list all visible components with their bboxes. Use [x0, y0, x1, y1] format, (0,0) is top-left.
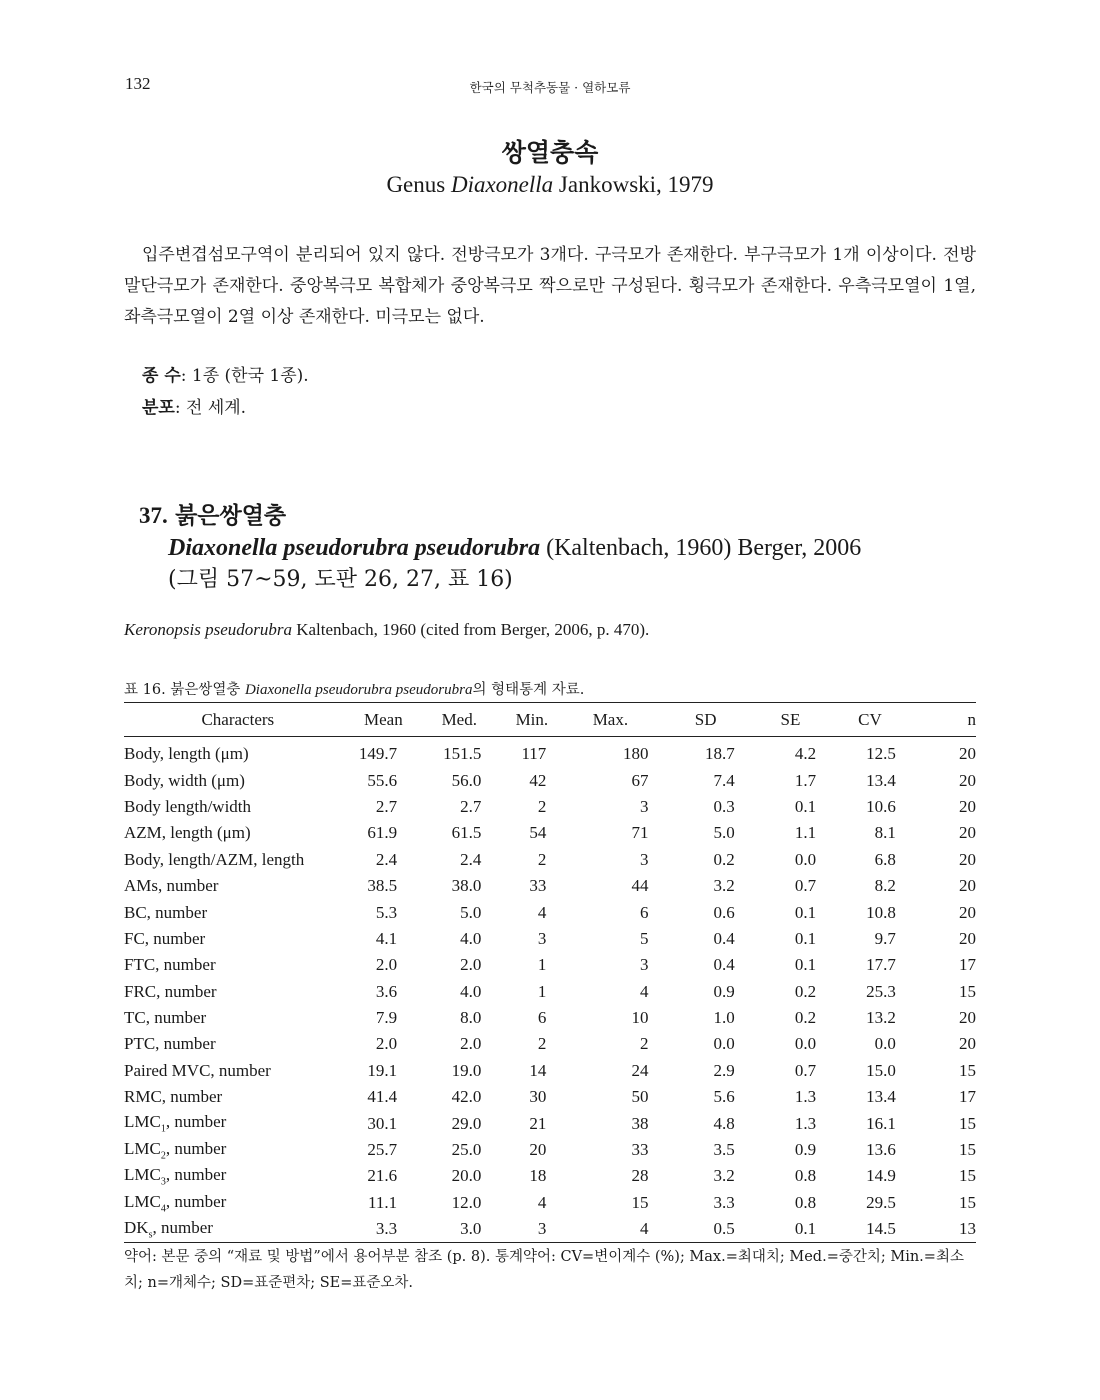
table-row [124, 794, 976, 820]
cell-mean: 55.6 [367, 770, 398, 790]
cell-max: 3 [640, 849, 649, 869]
cell-se: 1.1 [794, 823, 817, 843]
cell-max: 3 [640, 796, 649, 816]
cell-se: 0.1 [794, 955, 817, 975]
header-median: Med. [441, 709, 477, 729]
genus-authority: Jankowski, 1979 [558, 172, 714, 197]
species-heading [139, 500, 861, 596]
table-row [124, 1084, 976, 1110]
character-subscript: 4 [160, 1203, 166, 1215]
cell-cv: 14.5 [866, 1219, 896, 1239]
header-n: n [967, 709, 976, 729]
cell-max: 33 [631, 1140, 649, 1160]
table-row [124, 1190, 976, 1216]
character-label: LMC [124, 1191, 161, 1211]
character-name [124, 899, 352, 925]
character-label-suffix: , number [165, 1138, 227, 1158]
cell-se: 0.1 [794, 796, 817, 816]
cell-mean: 3.3 [375, 1219, 398, 1239]
cell-cv: 17.7 [866, 955, 896, 975]
cell-sd: 2.9 [713, 1060, 735, 1080]
cell-mean: 38.5 [367, 876, 398, 896]
table-row [124, 1137, 976, 1163]
character-name [124, 737, 352, 768]
cell-sd: 7.4 [713, 770, 735, 790]
cell-n: 13 [959, 1219, 976, 1239]
cell-sd: 5.0 [713, 823, 735, 843]
cell-max: 3 [640, 955, 649, 975]
header-se: SE [780, 709, 801, 729]
character-label: TC, number [124, 1008, 207, 1028]
cell-cv: 29.5 [866, 1192, 896, 1212]
cell-mean: 21.6 [367, 1166, 398, 1186]
cell-sd: 0.9 [713, 981, 735, 1001]
character-label: DK [124, 1218, 149, 1238]
table-row [124, 1058, 976, 1084]
character-label: FTC, number [124, 955, 216, 975]
character-label: Body length/width [124, 796, 252, 816]
cell-n: 20 [959, 770, 976, 790]
cell-sd: 0.2 [713, 849, 735, 869]
cell-n: 15 [959, 1140, 976, 1160]
cell-cv: 16.1 [866, 1113, 896, 1133]
genus-title-latin [0, 172, 1100, 198]
species-name-latin: Diaxonella pseudorubra pseudorubra [168, 535, 541, 561]
table-row [124, 737, 976, 768]
table-row [124, 820, 976, 846]
table-row [124, 847, 976, 873]
synonym-line [124, 620, 649, 640]
cell-n: 15 [959, 1060, 976, 1080]
cell-se: 0.1 [794, 1219, 817, 1239]
species-figures: (그림 57~59, 도판 26, 27, 표 16) [168, 567, 513, 592]
genus-title-korean: 쌍열충속 [501, 138, 599, 167]
cell-max: 5 [640, 928, 649, 948]
character-name [124, 1163, 352, 1189]
character-name [124, 873, 352, 899]
cell-max: 180 [623, 744, 649, 764]
cell-median: 151.5 [443, 744, 482, 764]
cell-min: 2 [537, 1034, 547, 1054]
cell-min: 30 [529, 1087, 547, 1107]
species-name-korean: 붉은쌍열충 [175, 502, 287, 529]
character-label: Body, length/AZM, length [124, 849, 305, 869]
synonym-citation: Kaltenbach, 1960 (cited from Berger, 2006, p. 470). [296, 620, 650, 639]
cell-min: 6 [537, 1008, 547, 1028]
distribution-line: 분포: 전 세계. [142, 398, 247, 418]
cell-se: 0.1 [794, 928, 817, 948]
species-number: 37. [139, 503, 168, 528]
cell-cv: 8.2 [874, 876, 896, 896]
header-max: Max. [592, 709, 629, 729]
cell-median: 20.0 [451, 1166, 482, 1186]
character-label-suffix: , number [165, 1191, 227, 1211]
cell-median: 2.0 [460, 955, 482, 975]
cell-n: 20 [959, 928, 976, 948]
character-label: BC, number [124, 902, 208, 922]
caption-latin: Diaxonella pseudorubra pseudorubra [244, 682, 473, 698]
character-label: Paired MVC, number [124, 1060, 271, 1080]
character-name [124, 1031, 352, 1057]
character-subscript: 3 [160, 1176, 166, 1188]
distribution-value: 전 세계. [186, 398, 247, 418]
header-characters: Characters [201, 709, 275, 729]
cell-max: 2 [640, 1034, 649, 1054]
table-row [124, 1031, 976, 1057]
species-count-value: 1종 (한국 1종). [191, 366, 309, 386]
header-cv: CV [858, 709, 882, 729]
cell-median: 56.0 [451, 770, 482, 790]
cell-mean: 3.6 [375, 981, 398, 1001]
cell-sd: 0.4 [713, 928, 735, 948]
character-name [124, 1110, 352, 1136]
cell-sd: 3.2 [713, 1166, 735, 1186]
cell-cv: 10.8 [866, 902, 896, 922]
genus-meta [142, 360, 309, 424]
cell-median: 38.0 [451, 876, 482, 896]
cell-se: 0.0 [794, 1034, 817, 1054]
cell-n: 17 [959, 955, 976, 975]
character-name [124, 767, 352, 793]
cell-max: 10 [631, 1008, 649, 1028]
cell-n: 20 [959, 876, 976, 896]
cell-sd: 0.0 [713, 1034, 735, 1054]
cell-mean: 25.7 [367, 1140, 398, 1160]
cell-se: 0.2 [794, 981, 817, 1001]
cell-sd: 0.4 [713, 955, 735, 975]
cell-se: 4.2 [794, 744, 817, 764]
cell-mean: 2.7 [375, 796, 398, 816]
cell-sd: 5.6 [713, 1087, 735, 1107]
cell-max: 4 [640, 1219, 649, 1239]
cell-sd: 1.0 [713, 1008, 735, 1028]
table-body [124, 737, 976, 1243]
character-label: RMC, number [124, 1087, 223, 1107]
cell-n: 15 [959, 981, 976, 1001]
synonym-name: Keronopsis pseudorubra [124, 620, 292, 639]
character-label: FRC, number [124, 981, 217, 1001]
genus-latin-name: Diaxonella [450, 172, 554, 197]
character-label: FC, number [124, 928, 206, 948]
cell-mean: 4.1 [375, 928, 398, 948]
character-label-suffix: , number [152, 1218, 213, 1238]
table-row [124, 1163, 976, 1189]
cell-cv: 9.7 [874, 928, 896, 948]
genus-prefix: Genus [386, 172, 446, 197]
cell-sd: 3.5 [713, 1140, 735, 1160]
cell-n: 20 [959, 1034, 976, 1054]
character-label: Body, width (μm) [124, 770, 245, 790]
cell-median: 5.0 [460, 902, 482, 922]
cell-n: 20 [959, 902, 976, 922]
character-subscript: 2 [160, 1150, 166, 1162]
cell-n: 20 [959, 823, 976, 843]
header-sd: SD [694, 709, 717, 729]
genus-description: 입주변겹섬모구역이 분리되어 있지 않다. 전방극모가 3개다. 구극모가 존재한다. 부구극모가 1개 이상이다. 전방말단극모가 존재한다. 중앙복극모 복합체가 중앙복극모 짝으로만 구성된다. 횡극모가 존재한다. 우측극모열이 1열, 좌측극모열이 2열 이상 존재한다. 미극모는 없다. [124, 245, 976, 327]
table-row [124, 1216, 976, 1243]
cell-mean: 5.3 [375, 902, 398, 922]
cell-min: 14 [529, 1060, 547, 1080]
cell-min: 2 [537, 796, 547, 816]
cell-sd: 0.6 [713, 902, 735, 922]
cell-min: 4 [537, 902, 547, 922]
character-name [124, 794, 352, 820]
character-name [124, 1005, 352, 1031]
cell-cv: 0.0 [874, 1034, 896, 1054]
character-label: LMC [124, 1165, 161, 1185]
species-count-line: 종 수: 1종 (한국 1종). [142, 366, 309, 386]
cell-min: 33 [529, 876, 547, 896]
cell-se: 0.0 [794, 849, 817, 869]
cell-cv: 14.9 [866, 1166, 896, 1186]
cell-cv: 13.4 [866, 1087, 896, 1107]
cell-se: 0.7 [794, 1060, 817, 1080]
cell-cv: 13.6 [866, 1140, 896, 1160]
character-label: PTC, number [124, 1034, 216, 1054]
cell-se: 0.2 [794, 1008, 817, 1028]
cell-sd: 0.5 [713, 1219, 735, 1239]
character-name [124, 926, 352, 952]
cell-mean: 41.4 [367, 1087, 398, 1107]
cell-mean: 7.9 [375, 1008, 398, 1028]
cell-max: 24 [631, 1060, 649, 1080]
caption-prefix: 표 16. [124, 682, 166, 698]
character-label: AMs, number [124, 876, 219, 896]
cell-sd: 3.3 [713, 1192, 735, 1212]
character-name [124, 847, 352, 873]
character-name [124, 979, 352, 1005]
cell-median: 61.5 [451, 823, 482, 843]
character-name [124, 952, 352, 978]
character-label: Body, length (μm) [124, 744, 249, 764]
cell-sd: 0.3 [713, 796, 735, 816]
cell-min: 117 [521, 744, 547, 764]
cell-median: 2.0 [460, 1034, 482, 1054]
cell-se: 1.3 [794, 1087, 817, 1107]
cell-cv: 15.0 [866, 1060, 896, 1080]
cell-mean: 30.1 [367, 1113, 398, 1133]
cell-max: 6 [640, 902, 649, 922]
table-row [124, 873, 976, 899]
header-min: Min. [515, 709, 549, 729]
cell-mean: 61.9 [367, 823, 398, 843]
header-mean: Mean [364, 709, 403, 729]
cell-mean: 2.0 [375, 955, 398, 975]
species-latin-line [139, 532, 861, 564]
species-count-label: 종 수 [142, 366, 181, 386]
cell-min: 3 [537, 1219, 547, 1239]
cell-min: 4 [537, 1192, 547, 1212]
cell-median: 19.0 [451, 1060, 482, 1080]
table-caption [124, 678, 584, 699]
cell-median: 29.0 [451, 1113, 482, 1133]
cell-se: 0.8 [794, 1192, 817, 1212]
cell-min: 20 [529, 1140, 547, 1160]
table-row [124, 899, 976, 925]
character-label: LMC [124, 1138, 161, 1158]
cell-min: 1 [537, 981, 547, 1001]
character-name [124, 1137, 352, 1163]
cell-mean: 2.0 [375, 1034, 398, 1054]
character-name [124, 1084, 352, 1110]
cell-n: 15 [959, 1192, 976, 1212]
cell-mean: 19.1 [367, 1060, 398, 1080]
cell-se: 0.7 [794, 876, 817, 896]
table-row [124, 979, 976, 1005]
table-row [124, 1005, 976, 1031]
cell-min: 42 [529, 770, 547, 790]
cell-sd: 18.7 [705, 744, 735, 764]
cell-n: 15 [959, 1166, 976, 1186]
cell-mean: 11.1 [368, 1192, 398, 1212]
cell-max: 50 [631, 1087, 649, 1107]
cell-cv: 12.5 [866, 744, 896, 764]
cell-se: 0.8 [794, 1166, 817, 1186]
cell-min: 3 [537, 928, 547, 948]
cell-cv: 25.3 [866, 981, 896, 1001]
cell-se: 1.7 [794, 770, 817, 790]
character-label-suffix: , number [165, 1112, 227, 1132]
table-row [124, 1110, 976, 1136]
cell-median: 8.0 [460, 1008, 482, 1028]
character-name [124, 820, 352, 846]
cell-cv: 13.4 [866, 770, 896, 790]
caption-korean: 붉은쌍열충 [170, 682, 241, 698]
caption-suffix: 의 형태통계 자료. [472, 682, 585, 698]
cell-mean: 149.7 [358, 744, 398, 764]
morphometric-table [124, 702, 976, 1243]
cell-max: 67 [631, 770, 649, 790]
cell-min: 21 [529, 1113, 547, 1133]
character-name [124, 1190, 352, 1216]
distribution-label: 분포 [142, 398, 175, 418]
cell-median: 2.4 [460, 849, 482, 869]
cell-n: 15 [959, 1113, 976, 1133]
running-title: 한국의 무척추동물 · 열하모류 [469, 80, 631, 95]
cell-min: 1 [537, 955, 547, 975]
cell-cv: 13.2 [866, 1008, 896, 1028]
cell-max: 28 [631, 1166, 649, 1186]
cell-max: 4 [640, 981, 649, 1001]
character-subscript: s [148, 1229, 153, 1241]
cell-n: 17 [959, 1087, 976, 1107]
character-name [124, 1058, 352, 1084]
cell-median: 25.0 [451, 1140, 482, 1160]
cell-max: 38 [631, 1113, 649, 1133]
character-label-suffix: , number [165, 1165, 227, 1185]
cell-max: 15 [631, 1192, 649, 1212]
cell-se: 0.1 [794, 902, 817, 922]
cell-median: 42.0 [451, 1087, 482, 1107]
table-header-row [124, 703, 976, 737]
cell-cv: 10.6 [866, 796, 896, 816]
cell-sd: 4.8 [713, 1113, 735, 1133]
cell-n: 20 [959, 1008, 976, 1028]
cell-min: 18 [529, 1166, 547, 1186]
character-subscript: 1 [160, 1123, 166, 1135]
cell-n: 20 [959, 849, 976, 869]
cell-mean: 2.4 [375, 849, 398, 869]
cell-n: 20 [959, 744, 976, 764]
table-row [124, 926, 976, 952]
table-row [124, 952, 976, 978]
character-name [124, 1216, 352, 1243]
character-label: LMC [124, 1112, 161, 1132]
cell-min: 2 [537, 849, 547, 869]
cell-se: 0.9 [794, 1140, 817, 1160]
species-authority: (Kaltenbach, 1960) Berger, 2006 [546, 535, 862, 561]
cell-median: 3.0 [460, 1219, 482, 1239]
species-title-line [139, 500, 861, 532]
cell-median: 4.0 [460, 981, 482, 1001]
cell-se: 1.3 [794, 1113, 817, 1133]
page-number: 132 [125, 74, 151, 93]
table-row [124, 767, 976, 793]
cell-max: 71 [631, 823, 649, 843]
cell-cv: 8.1 [874, 823, 896, 843]
cell-max: 44 [631, 876, 649, 896]
cell-median: 4.0 [460, 928, 482, 948]
cell-n: 20 [959, 796, 976, 816]
cell-median: 12.0 [451, 1192, 482, 1212]
cell-min: 54 [529, 823, 547, 843]
cell-median: 2.7 [460, 796, 482, 816]
cell-sd: 3.2 [713, 876, 735, 896]
cell-cv: 6.8 [874, 849, 896, 869]
table-footnote: 약어: 본문 중의 “재료 및 방법”에서 용어부분 참조 (p. 8). 통계약어: CV=변이계수 (%); Max.=최대치; Med.=중간치; Min.=최소치; n=개체수; SD=표준편차; SE=표준오차. [124, 1249, 964, 1291]
character-label: AZM, length (μm) [124, 823, 251, 843]
